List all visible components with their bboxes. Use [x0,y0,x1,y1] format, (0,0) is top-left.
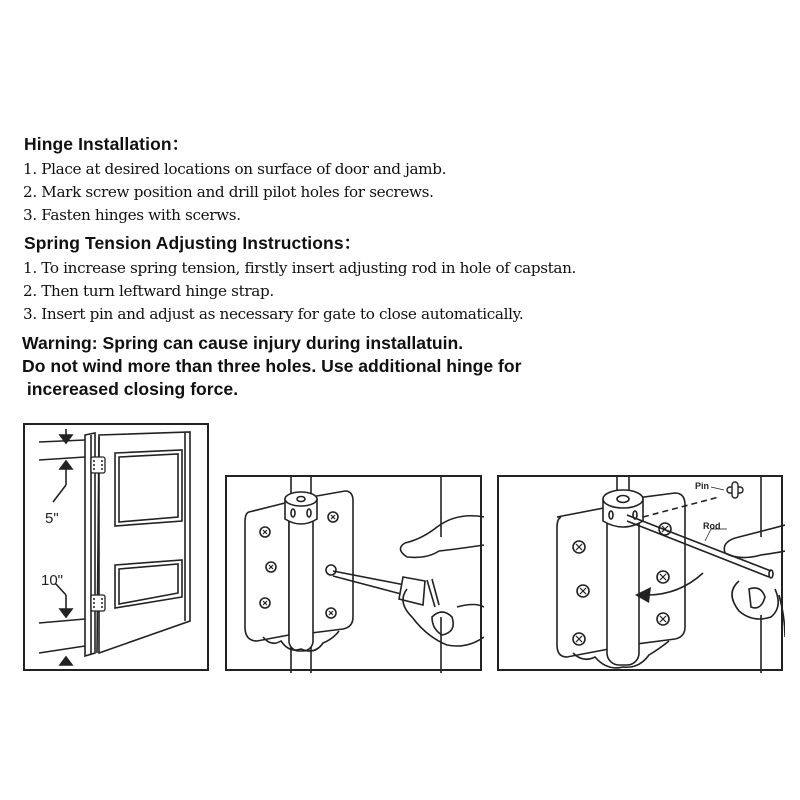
warning-line-2: Do not wind more than three holes. Use additional hinge for [22,356,522,376]
tension-adjust-illustration [499,477,785,673]
tension-step-2: 2. Then turn leftward hinge strap. [23,282,274,300]
pin-label: Pin [695,481,710,491]
top-spacing-label: 5" [45,510,59,527]
screwdriver-fastening-illustration [227,477,484,673]
spring-tension-heading: Spring Tension Adjusting Instructions： [24,233,362,253]
screw-diagram-panel [225,475,482,671]
hinge-step-1: 1. Place at desired locations on surface of door and jamb. [23,160,447,178]
tension-step-1: 1. To increase spring tension, firstly insert adjusting rod in hole of capstan. [23,259,577,277]
door-hinge-spacing-illustration [25,425,211,673]
hinge-installation-heading: Hinge Installation： [24,134,190,154]
tension-diagram-panel [497,475,783,671]
bottom-spacing-label: 10" [41,572,64,589]
rod-label: Rod [703,521,721,531]
hinge-step-2: 2. Mark screw position and drill pilot holes for secrews. [23,183,434,201]
hinge-step-3: 3. Fasten hinges with scerws. [23,206,241,224]
tension-step-3: 3. Insert pin and adjust as necessary for gate to close automatically. [23,305,524,323]
warning-line-1: Warning: Spring can cause injury during installatuin. [22,333,464,353]
warning-line-3: incereased closing force. [22,379,239,399]
door-diagram-panel [23,423,209,671]
